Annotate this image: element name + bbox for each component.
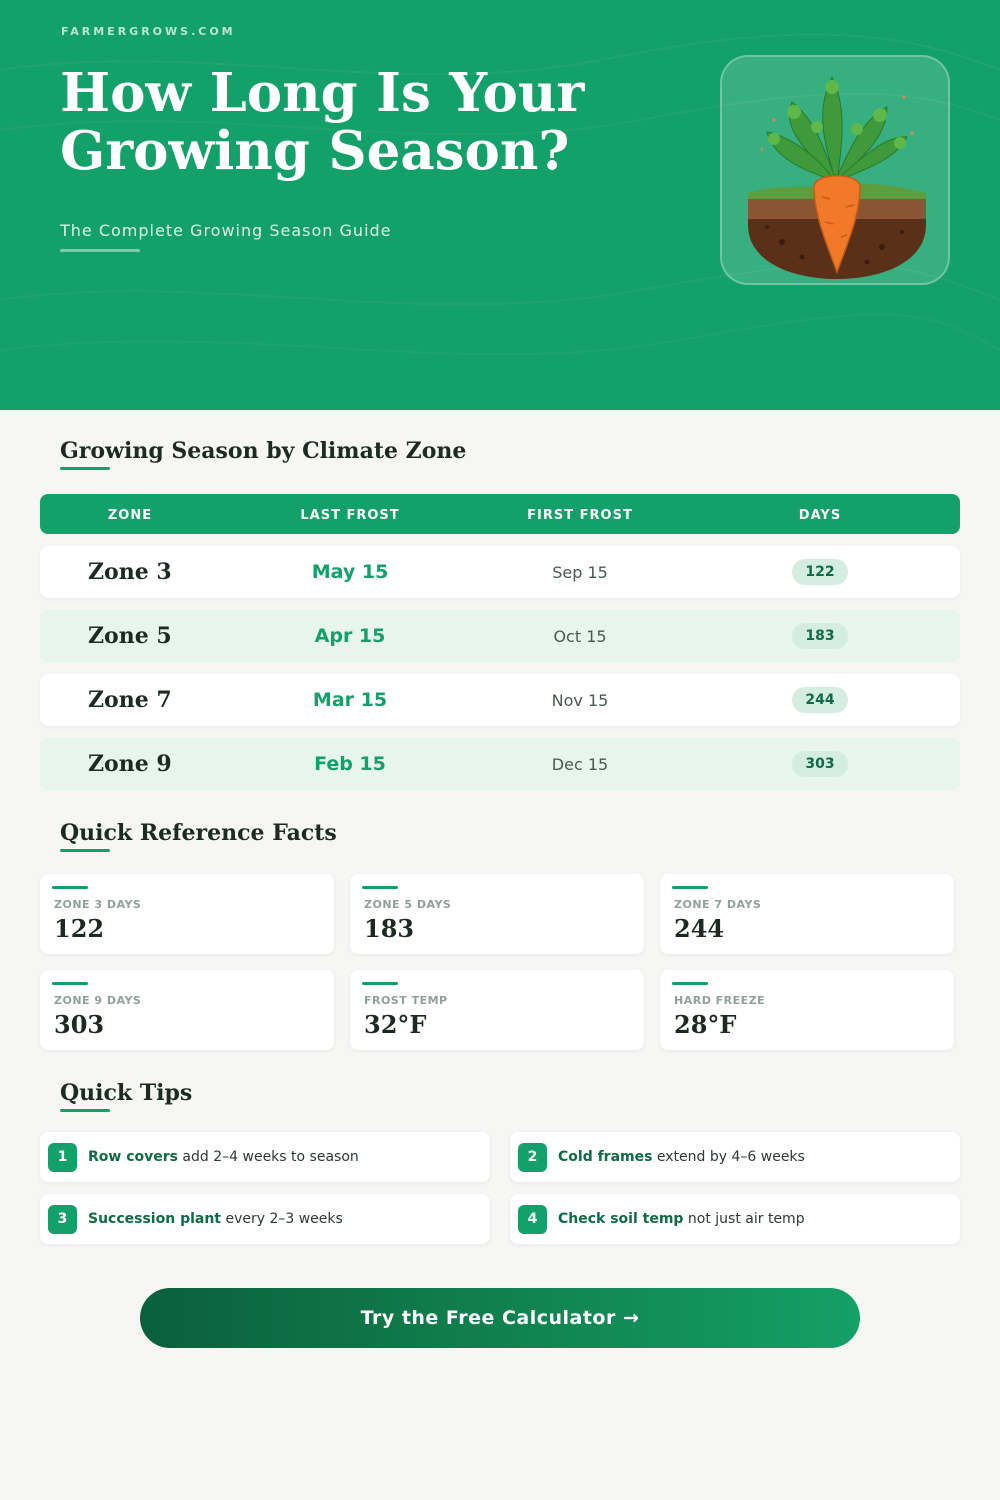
zone-name: Zone 5: [88, 623, 172, 649]
fact-accent-bar: [362, 982, 398, 985]
fact-value: 183: [364, 914, 415, 943]
tip-number-badge: 3: [48, 1205, 77, 1234]
zone-name: Zone 9: [88, 751, 172, 777]
header-first-frost: FIRST FROST: [527, 508, 633, 523]
fact-card: [660, 874, 954, 954]
tip-card: [510, 1132, 960, 1182]
tip-detail: every 2–3 weeks: [221, 1211, 343, 1227]
title-line-2: Growing Season?: [60, 120, 570, 182]
tip-text: [88, 1149, 359, 1165]
hero-banner: [0, 0, 1000, 410]
fact-label: ZONE 5 DAYS: [364, 898, 452, 911]
fact-label: HARD FREEZE: [674, 994, 766, 1007]
tip-text: [558, 1149, 805, 1165]
fact-card: [40, 970, 334, 1050]
fact-accent-bar: [52, 886, 88, 889]
fact-value: 32°F: [364, 1010, 427, 1039]
last-frost-date: May 15: [311, 561, 389, 583]
title-line-1: How Long Is Your: [60, 62, 585, 124]
fact-label: FROST TEMP: [364, 994, 448, 1007]
tip-card: [40, 1194, 490, 1244]
last-frost-date: Apr 15: [314, 625, 386, 647]
fact-card: [350, 970, 644, 1050]
last-frost-date: Feb 15: [314, 753, 386, 775]
tip-number-badge: 4: [518, 1205, 547, 1234]
zone-name: Zone 7: [88, 687, 172, 713]
fact-card: [350, 874, 644, 954]
tip-number-badge: 1: [48, 1143, 77, 1172]
tip-highlight: Cold frames: [558, 1149, 653, 1165]
tip-highlight: Row covers: [88, 1149, 178, 1165]
table-row: [40, 546, 960, 598]
fact-value: 122: [54, 914, 105, 943]
table-row: [40, 674, 960, 726]
page-subtitle: The Complete Growing Season Guide: [60, 221, 392, 240]
facts-section-underline: [60, 849, 110, 852]
tip-text: [88, 1211, 343, 1227]
fact-value: 303: [54, 1010, 105, 1039]
page-title: [60, 64, 680, 180]
tips-section-underline: [60, 1109, 110, 1112]
days-badge: 244: [792, 687, 848, 713]
fact-card: [40, 874, 334, 954]
zones-section-underline: [60, 467, 110, 470]
first-frost-date: Sep 15: [552, 563, 608, 582]
facts-section-title: Quick Reference Facts: [60, 820, 337, 846]
last-frost-date: Mar 15: [312, 689, 388, 711]
fact-accent-bar: [672, 886, 708, 889]
tip-card: [40, 1132, 490, 1182]
fact-accent-bar: [362, 886, 398, 889]
fact-label: ZONE 7 DAYS: [674, 898, 762, 911]
header-days: DAYS: [798, 508, 842, 523]
tip-highlight: Succession plant: [88, 1211, 221, 1227]
days-badge: 122: [792, 559, 848, 585]
table-row: [40, 738, 960, 790]
table-header: [40, 494, 960, 534]
zones-section-title: Growing Season by Climate Zone: [60, 438, 467, 464]
tip-card: [510, 1194, 960, 1244]
zone-name: Zone 3: [88, 559, 172, 585]
header-last-frost: LAST FROST: [300, 508, 400, 523]
first-frost-date: Nov 15: [551, 691, 609, 710]
tip-highlight: Check soil temp: [558, 1211, 684, 1227]
days-badge: 303: [792, 751, 848, 777]
tip-detail: not just air temp: [683, 1211, 805, 1227]
tip-detail: extend by 4–6 weeks: [652, 1149, 805, 1165]
fact-accent-bar: [672, 982, 708, 985]
tips-section-title: Quick Tips: [60, 1080, 193, 1106]
fact-value: 28°F: [674, 1010, 737, 1039]
first-frost-date: Dec 15: [551, 755, 609, 774]
fact-value: 244: [674, 914, 725, 943]
subtitle-underline: [60, 249, 140, 252]
days-badge: 183: [792, 623, 848, 649]
site-name: FARMERGROWS.COM: [61, 25, 236, 38]
header-zone: ZONE: [107, 508, 153, 523]
fact-accent-bar: [52, 982, 88, 985]
table-row: [40, 610, 960, 662]
tip-detail: add 2–4 weeks to season: [177, 1149, 359, 1165]
free-calculator-button[interactable]: Try the Free Calculator →: [140, 1288, 860, 1348]
carrot-in-soil-icon: [720, 55, 950, 285]
fact-label: ZONE 3 DAYS: [54, 898, 142, 911]
tip-text: [558, 1211, 805, 1227]
first-frost-date: Oct 15: [553, 627, 607, 646]
tip-number-badge: 2: [518, 1143, 547, 1172]
fact-card: [660, 970, 954, 1050]
fact-label: ZONE 9 DAYS: [54, 994, 142, 1007]
